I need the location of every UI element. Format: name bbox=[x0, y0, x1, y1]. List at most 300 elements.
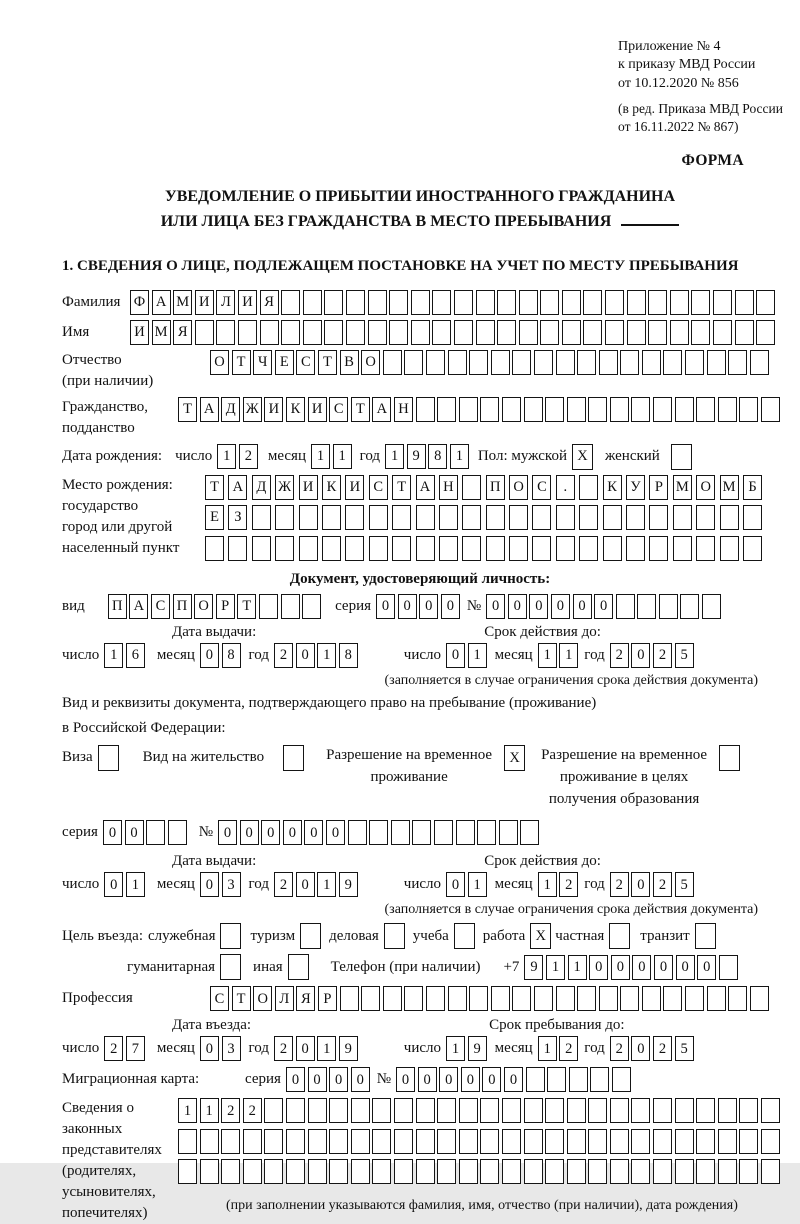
birthplace-cell[interactable] bbox=[275, 505, 294, 530]
birthplace-cell[interactable] bbox=[556, 505, 575, 530]
patronymic-cell[interactable] bbox=[383, 350, 402, 375]
birthplace-cell[interactable] bbox=[252, 536, 271, 561]
permit-number-cell[interactable] bbox=[391, 820, 410, 845]
citizenship-cell[interactable]: Ж bbox=[243, 397, 262, 422]
birthplace-cell[interactable] bbox=[626, 536, 645, 561]
doc-number-cell[interactable]: 0 bbox=[529, 594, 548, 619]
permit-number-cell[interactable] bbox=[348, 820, 367, 845]
name-cell[interactable] bbox=[432, 320, 451, 345]
guardians-cell[interactable] bbox=[286, 1098, 305, 1123]
birthplace-cell[interactable]: А bbox=[228, 475, 247, 500]
phone-cell[interactable]: 0 bbox=[611, 955, 630, 980]
permit-issue-month-cell[interactable]: 3 bbox=[222, 872, 241, 897]
migcard-number-cell[interactable]: 0 bbox=[504, 1067, 523, 1092]
profession-cell[interactable] bbox=[534, 986, 553, 1011]
birthplace-cell[interactable]: С bbox=[532, 475, 551, 500]
purpose-work-checkbox-cell[interactable]: X bbox=[530, 923, 551, 949]
guardians-cell[interactable] bbox=[761, 1129, 780, 1154]
doc-number-cell[interactable]: 0 bbox=[551, 594, 570, 619]
name-cell[interactable] bbox=[497, 320, 516, 345]
birthplace-cell[interactable] bbox=[228, 536, 247, 561]
birthplace-cell[interactable] bbox=[579, 505, 598, 530]
surname-cell[interactable] bbox=[519, 290, 538, 315]
permit-issue-year-cell[interactable]: 2 bbox=[274, 872, 293, 897]
stay-day-cell[interactable]: 1 bbox=[446, 1036, 465, 1061]
name-cell[interactable] bbox=[368, 320, 387, 345]
migcard-series-cell[interactable]: 0 bbox=[286, 1067, 305, 1092]
profession-cell[interactable]: Р bbox=[318, 986, 337, 1011]
profession-cell[interactable] bbox=[707, 986, 726, 1011]
birthplace-cell[interactable] bbox=[416, 536, 435, 561]
guardians-cell[interactable] bbox=[739, 1129, 758, 1154]
permit-valid-year-cell[interactable]: 2 bbox=[610, 872, 629, 897]
name-cell[interactable] bbox=[411, 320, 430, 345]
name-cell[interactable] bbox=[691, 320, 710, 345]
guardians-cell[interactable] bbox=[675, 1129, 694, 1154]
surname-cell[interactable] bbox=[670, 290, 689, 315]
temp-residence-edu-checkbox-cell[interactable] bbox=[719, 745, 740, 771]
patronymic-cell[interactable]: О bbox=[361, 350, 380, 375]
permit-number-cell[interactable] bbox=[369, 820, 388, 845]
birthplace-cell[interactable] bbox=[392, 536, 411, 561]
birth-month-cell[interactable]: 1 bbox=[333, 444, 352, 469]
name-cell[interactable] bbox=[648, 320, 667, 345]
entry-year-cell[interactable]: 2 bbox=[274, 1036, 293, 1061]
birthplace-cell[interactable] bbox=[673, 505, 692, 530]
phone-cell[interactable]: 0 bbox=[589, 955, 608, 980]
name-cell[interactable] bbox=[238, 320, 257, 345]
birthplace-cell[interactable] bbox=[299, 536, 318, 561]
birthplace-cell[interactable]: Б bbox=[743, 475, 762, 500]
name-cell[interactable] bbox=[216, 320, 235, 345]
permit-series-cell[interactable] bbox=[168, 820, 187, 845]
permit-series-cell[interactable]: 0 bbox=[103, 820, 122, 845]
birth-month-cell[interactable]: 1 bbox=[311, 444, 330, 469]
purpose-other-checkbox-cell[interactable] bbox=[288, 954, 309, 980]
surname-cell[interactable] bbox=[411, 290, 430, 315]
patronymic-cell[interactable] bbox=[491, 350, 510, 375]
birthplace-cell[interactable] bbox=[720, 505, 739, 530]
patronymic-cell[interactable]: В bbox=[340, 350, 359, 375]
birthplace-cell[interactable] bbox=[673, 536, 692, 561]
permit-issue-year-cell[interactable]: 1 bbox=[317, 872, 336, 897]
profession-cell[interactable] bbox=[620, 986, 639, 1011]
citizenship-cell[interactable]: А bbox=[200, 397, 219, 422]
migcard-number-cell[interactable]: 0 bbox=[396, 1067, 415, 1092]
patronymic-cell[interactable]: О bbox=[210, 350, 229, 375]
guardians-cell[interactable] bbox=[502, 1129, 521, 1154]
birthplace-cell[interactable] bbox=[462, 505, 481, 530]
permit-valid-year-cell[interactable]: 5 bbox=[675, 872, 694, 897]
profession-cell[interactable] bbox=[512, 986, 531, 1011]
patronymic-cell[interactable]: Е bbox=[275, 350, 294, 375]
profession-cell[interactable] bbox=[556, 986, 575, 1011]
guardians-cell[interactable] bbox=[480, 1098, 499, 1123]
phone-cell[interactable]: 0 bbox=[654, 955, 673, 980]
guardians-cell[interactable] bbox=[653, 1159, 672, 1184]
guardians-cell[interactable] bbox=[588, 1098, 607, 1123]
birthplace-cell[interactable]: Е bbox=[205, 505, 224, 530]
surname-cell[interactable] bbox=[648, 290, 667, 315]
profession-cell[interactable] bbox=[750, 986, 769, 1011]
doc-series-cell[interactable]: 0 bbox=[376, 594, 395, 619]
doc-issue-day-cell[interactable]: 6 bbox=[126, 643, 145, 668]
name-cell[interactable]: Я bbox=[173, 320, 192, 345]
doc-series-cell[interactable]: 0 bbox=[398, 594, 417, 619]
stay-year-cell[interactable]: 2 bbox=[653, 1036, 672, 1061]
doc-valid-day-cell[interactable]: 1 bbox=[468, 643, 487, 668]
birthplace-cell[interactable] bbox=[509, 536, 528, 561]
guardians-cell[interactable] bbox=[696, 1129, 715, 1154]
stay-year-cell[interactable]: 0 bbox=[631, 1036, 650, 1061]
permit-number-cell[interactable] bbox=[499, 820, 518, 845]
doc-kind-cell[interactable] bbox=[281, 594, 300, 619]
guardians-cell[interactable] bbox=[372, 1159, 391, 1184]
citizenship-cell[interactable]: Т bbox=[351, 397, 370, 422]
guardians-cell[interactable] bbox=[567, 1159, 586, 1184]
guardians-cell[interactable] bbox=[372, 1129, 391, 1154]
permit-number-cell[interactable] bbox=[477, 820, 496, 845]
purpose-official-checkbox-cell[interactable] bbox=[220, 923, 241, 949]
patronymic-cell[interactable] bbox=[534, 350, 553, 375]
guardians-cell[interactable] bbox=[221, 1129, 240, 1154]
name-cell[interactable]: М bbox=[152, 320, 171, 345]
purpose-business-checkbox-cell[interactable] bbox=[384, 923, 405, 949]
phone-cell[interactable]: 0 bbox=[632, 955, 651, 980]
birthplace-cell[interactable] bbox=[649, 536, 668, 561]
permit-number-cell[interactable]: 0 bbox=[326, 820, 345, 845]
permit-valid-day-cell[interactable]: 1 bbox=[468, 872, 487, 897]
birthplace-cell[interactable] bbox=[462, 536, 481, 561]
stay-day-cell[interactable]: 9 bbox=[468, 1036, 487, 1061]
guardians-cell[interactable] bbox=[459, 1159, 478, 1184]
citizenship-cell[interactable] bbox=[545, 397, 564, 422]
doc-valid-month-cell[interactable]: 1 bbox=[538, 643, 557, 668]
guardians-cell[interactable] bbox=[631, 1159, 650, 1184]
name-cell[interactable] bbox=[195, 320, 214, 345]
doc-kind-cell[interactable] bbox=[302, 594, 321, 619]
citizenship-cell[interactable] bbox=[739, 397, 758, 422]
guardians-cell[interactable] bbox=[416, 1159, 435, 1184]
doc-number-cell[interactable]: 0 bbox=[594, 594, 613, 619]
profession-cell[interactable] bbox=[426, 986, 445, 1011]
guardians-cell[interactable] bbox=[178, 1129, 197, 1154]
profession-cell[interactable] bbox=[642, 986, 661, 1011]
birth-day-cell[interactable]: 2 bbox=[239, 444, 258, 469]
surname-cell[interactable] bbox=[476, 290, 495, 315]
birthplace-cell[interactable]: О bbox=[696, 475, 715, 500]
profession-cell[interactable]: Я bbox=[296, 986, 315, 1011]
patronymic-cell[interactable] bbox=[642, 350, 661, 375]
patronymic-cell[interactable] bbox=[426, 350, 445, 375]
guardians-cell[interactable] bbox=[394, 1129, 413, 1154]
guardians-cell[interactable] bbox=[588, 1159, 607, 1184]
migcard-number-cell[interactable] bbox=[590, 1067, 609, 1092]
citizenship-cell[interactable] bbox=[588, 397, 607, 422]
temp-residence-checkbox-cell[interactable]: X bbox=[504, 745, 525, 771]
migcard-series-cell[interactable]: 0 bbox=[329, 1067, 348, 1092]
purpose-humanitarian-checkbox-cell[interactable] bbox=[220, 954, 241, 980]
guardians-cell[interactable] bbox=[459, 1098, 478, 1123]
guardians-cell[interactable] bbox=[696, 1098, 715, 1123]
entry-month-cell[interactable]: 3 bbox=[222, 1036, 241, 1061]
entry-year-cell[interactable]: 1 bbox=[317, 1036, 336, 1061]
birthplace-cell[interactable] bbox=[345, 505, 364, 530]
birthplace-cell[interactable] bbox=[486, 505, 505, 530]
surname-cell[interactable] bbox=[281, 290, 300, 315]
guardians-cell[interactable] bbox=[545, 1129, 564, 1154]
name-cell[interactable] bbox=[260, 320, 279, 345]
citizenship-cell[interactable] bbox=[459, 397, 478, 422]
surname-cell[interactable]: И bbox=[238, 290, 257, 315]
migcard-number-cell[interactable] bbox=[612, 1067, 631, 1092]
birthplace-cell[interactable] bbox=[322, 536, 341, 561]
name-cell[interactable] bbox=[454, 320, 473, 345]
surname-cell[interactable] bbox=[735, 290, 754, 315]
birthplace-cell[interactable] bbox=[252, 505, 271, 530]
citizenship-cell[interactable] bbox=[524, 397, 543, 422]
purpose-private-checkbox-cell[interactable] bbox=[609, 923, 630, 949]
profession-cell[interactable]: О bbox=[253, 986, 272, 1011]
birthplace-cell[interactable] bbox=[369, 505, 388, 530]
birth-day-cell[interactable]: 1 bbox=[217, 444, 236, 469]
guardians-cell[interactable] bbox=[437, 1129, 456, 1154]
profession-cell[interactable] bbox=[577, 986, 596, 1011]
birthplace-cell[interactable] bbox=[720, 536, 739, 561]
profession-cell[interactable] bbox=[491, 986, 510, 1011]
guardians-cell[interactable]: 1 bbox=[178, 1098, 197, 1123]
birthplace-cell[interactable]: А bbox=[416, 475, 435, 500]
patronymic-cell[interactable]: Т bbox=[318, 350, 337, 375]
phone-cell[interactable]: 0 bbox=[697, 955, 716, 980]
permit-valid-day-cell[interactable]: 0 bbox=[446, 872, 465, 897]
guardians-cell[interactable] bbox=[502, 1098, 521, 1123]
permit-issue-day-cell[interactable]: 0 bbox=[104, 872, 123, 897]
guardians-cell[interactable] bbox=[178, 1159, 197, 1184]
birthplace-cell[interactable] bbox=[509, 505, 528, 530]
guardians-cell[interactable] bbox=[329, 1098, 348, 1123]
guardians-cell[interactable] bbox=[524, 1129, 543, 1154]
guardians-cell[interactable] bbox=[437, 1098, 456, 1123]
surname-cell[interactable] bbox=[346, 290, 365, 315]
citizenship-cell[interactable] bbox=[653, 397, 672, 422]
patronymic-cell[interactable] bbox=[512, 350, 531, 375]
citizenship-cell[interactable] bbox=[675, 397, 694, 422]
permit-number-cell[interactable]: 0 bbox=[240, 820, 259, 845]
birthplace-cell[interactable]: Ж bbox=[275, 475, 294, 500]
citizenship-cell[interactable] bbox=[416, 397, 435, 422]
birthplace-cell[interactable] bbox=[626, 505, 645, 530]
surname-cell[interactable]: Я bbox=[260, 290, 279, 315]
migcard-number-cell[interactable] bbox=[547, 1067, 566, 1092]
guardians-cell[interactable] bbox=[308, 1159, 327, 1184]
birthplace-cell[interactable]: Н bbox=[439, 475, 458, 500]
name-cell[interactable] bbox=[389, 320, 408, 345]
guardians-cell[interactable] bbox=[394, 1098, 413, 1123]
doc-kind-cell[interactable] bbox=[259, 594, 278, 619]
guardians-cell[interactable] bbox=[739, 1159, 758, 1184]
birthplace-cell[interactable]: К bbox=[603, 475, 622, 500]
profession-cell[interactable] bbox=[469, 986, 488, 1011]
guardians-cell[interactable] bbox=[480, 1159, 499, 1184]
permit-number-cell[interactable]: 0 bbox=[218, 820, 237, 845]
guardians-cell[interactable] bbox=[718, 1129, 737, 1154]
entry-month-cell[interactable]: 0 bbox=[200, 1036, 219, 1061]
birthplace-cell[interactable] bbox=[603, 536, 622, 561]
name-cell[interactable]: И bbox=[130, 320, 149, 345]
doc-kind-cell[interactable]: П bbox=[108, 594, 127, 619]
guardians-cell[interactable] bbox=[653, 1098, 672, 1123]
guardians-cell[interactable] bbox=[675, 1159, 694, 1184]
guardians-cell[interactable] bbox=[567, 1098, 586, 1123]
guardians-cell[interactable] bbox=[351, 1129, 370, 1154]
guardians-cell[interactable] bbox=[718, 1098, 737, 1123]
guardians-cell[interactable] bbox=[610, 1159, 629, 1184]
name-cell[interactable] bbox=[303, 320, 322, 345]
guardians-cell[interactable] bbox=[610, 1129, 629, 1154]
guardians-cell[interactable] bbox=[329, 1159, 348, 1184]
permit-number-cell[interactable] bbox=[412, 820, 431, 845]
entry-day-cell[interactable]: 7 bbox=[126, 1036, 145, 1061]
citizenship-cell[interactable]: Д bbox=[221, 397, 240, 422]
patronymic-cell[interactable] bbox=[556, 350, 575, 375]
permit-number-cell[interactable]: 0 bbox=[283, 820, 302, 845]
guardians-cell[interactable] bbox=[718, 1159, 737, 1184]
birthplace-cell[interactable] bbox=[205, 536, 224, 561]
visa-checkbox-cell[interactable] bbox=[98, 745, 119, 771]
citizenship-cell[interactable]: И bbox=[264, 397, 283, 422]
name-cell[interactable] bbox=[519, 320, 538, 345]
doc-number-cell[interactable] bbox=[702, 594, 721, 619]
doc-issue-month-cell[interactable]: 0 bbox=[200, 643, 219, 668]
migcard-number-cell[interactable]: 0 bbox=[461, 1067, 480, 1092]
permit-issue-day-cell[interactable]: 1 bbox=[126, 872, 145, 897]
guardians-cell[interactable] bbox=[502, 1159, 521, 1184]
surname-cell[interactable] bbox=[583, 290, 602, 315]
guardians-cell[interactable] bbox=[264, 1098, 283, 1123]
birth-year-cell[interactable]: 1 bbox=[385, 444, 404, 469]
doc-kind-cell[interactable]: П bbox=[173, 594, 192, 619]
purpose-tourism-checkbox-cell[interactable] bbox=[300, 923, 321, 949]
doc-issue-month-cell[interactable]: 8 bbox=[222, 643, 241, 668]
guardians-cell[interactable] bbox=[524, 1159, 543, 1184]
birthplace-cell[interactable] bbox=[486, 536, 505, 561]
permit-series-cell[interactable]: 0 bbox=[125, 820, 144, 845]
permit-number-cell[interactable]: 0 bbox=[304, 820, 323, 845]
surname-cell[interactable] bbox=[627, 290, 646, 315]
birthplace-cell[interactable]: И bbox=[345, 475, 364, 500]
purpose-study-checkbox-cell[interactable] bbox=[454, 923, 475, 949]
profession-cell[interactable] bbox=[448, 986, 467, 1011]
surname-cell[interactable] bbox=[389, 290, 408, 315]
doc-valid-month-cell[interactable]: 1 bbox=[559, 643, 578, 668]
guardians-cell[interactable] bbox=[610, 1098, 629, 1123]
patronymic-cell[interactable] bbox=[663, 350, 682, 375]
birthplace-cell[interactable]: Д bbox=[252, 475, 271, 500]
name-cell[interactable] bbox=[605, 320, 624, 345]
name-cell[interactable] bbox=[627, 320, 646, 345]
birthplace-cell[interactable] bbox=[532, 505, 551, 530]
phone-cell[interactable]: 1 bbox=[568, 955, 587, 980]
guardians-cell[interactable] bbox=[631, 1098, 650, 1123]
doc-issue-year-cell[interactable]: 2 bbox=[274, 643, 293, 668]
permit-series-cell[interactable] bbox=[146, 820, 165, 845]
profession-cell[interactable]: Л bbox=[275, 986, 294, 1011]
birthplace-cell[interactable] bbox=[439, 536, 458, 561]
sex-male-checkbox-cell[interactable]: X bbox=[572, 444, 593, 470]
citizenship-cell[interactable]: И bbox=[308, 397, 327, 422]
citizenship-cell[interactable] bbox=[480, 397, 499, 422]
birthplace-cell[interactable]: М bbox=[673, 475, 692, 500]
patronymic-cell[interactable] bbox=[707, 350, 726, 375]
birth-year-cell[interactable]: 1 bbox=[450, 444, 469, 469]
guardians-cell[interactable] bbox=[351, 1098, 370, 1123]
name-cell[interactable] bbox=[756, 320, 775, 345]
patronymic-cell[interactable]: Ч bbox=[253, 350, 272, 375]
permit-number-cell[interactable] bbox=[434, 820, 453, 845]
birthplace-cell[interactable]: С bbox=[369, 475, 388, 500]
birthplace-cell[interactable] bbox=[462, 475, 481, 500]
birthplace-cell[interactable] bbox=[743, 505, 762, 530]
name-cell[interactable] bbox=[281, 320, 300, 345]
migcard-number-cell[interactable]: 0 bbox=[439, 1067, 458, 1092]
profession-cell[interactable] bbox=[404, 986, 423, 1011]
citizenship-cell[interactable]: Н bbox=[394, 397, 413, 422]
permit-issue-month-cell[interactable]: 0 bbox=[200, 872, 219, 897]
guardians-cell[interactable] bbox=[675, 1098, 694, 1123]
citizenship-cell[interactable]: К bbox=[286, 397, 305, 422]
birthplace-cell[interactable] bbox=[299, 505, 318, 530]
sex-female-checkbox-cell[interactable] bbox=[671, 444, 692, 470]
residence-permit-checkbox-cell[interactable] bbox=[283, 745, 304, 771]
doc-number-cell[interactable] bbox=[680, 594, 699, 619]
guardians-cell[interactable] bbox=[524, 1098, 543, 1123]
guardians-cell[interactable] bbox=[416, 1098, 435, 1123]
birthplace-cell[interactable] bbox=[579, 536, 598, 561]
birthplace-cell[interactable] bbox=[556, 536, 575, 561]
birthplace-cell[interactable]: Т bbox=[205, 475, 224, 500]
profession-cell[interactable] bbox=[383, 986, 402, 1011]
profession-cell[interactable]: С bbox=[210, 986, 229, 1011]
guardians-cell[interactable] bbox=[588, 1129, 607, 1154]
guardians-cell[interactable] bbox=[761, 1098, 780, 1123]
permit-valid-year-cell[interactable]: 2 bbox=[653, 872, 672, 897]
citizenship-cell[interactable] bbox=[696, 397, 715, 422]
citizenship-cell[interactable] bbox=[631, 397, 650, 422]
birthplace-cell[interactable]: З bbox=[228, 505, 247, 530]
migcard-number-cell[interactable] bbox=[569, 1067, 588, 1092]
guardians-cell[interactable] bbox=[200, 1129, 219, 1154]
name-cell[interactable] bbox=[540, 320, 559, 345]
citizenship-cell[interactable] bbox=[437, 397, 456, 422]
name-cell[interactable] bbox=[324, 320, 343, 345]
guardians-cell[interactable] bbox=[545, 1159, 564, 1184]
guardians-cell[interactable] bbox=[264, 1129, 283, 1154]
patronymic-cell[interactable] bbox=[577, 350, 596, 375]
surname-cell[interactable] bbox=[368, 290, 387, 315]
surname-cell[interactable] bbox=[605, 290, 624, 315]
birthplace-cell[interactable] bbox=[322, 505, 341, 530]
guardians-cell[interactable] bbox=[739, 1098, 758, 1123]
doc-kind-cell[interactable]: Р bbox=[216, 594, 235, 619]
guardians-cell[interactable] bbox=[221, 1159, 240, 1184]
guardians-cell[interactable] bbox=[286, 1159, 305, 1184]
profession-cell[interactable]: Т bbox=[232, 986, 251, 1011]
citizenship-cell[interactable] bbox=[718, 397, 737, 422]
permit-issue-year-cell[interactable]: 0 bbox=[296, 872, 315, 897]
doc-issue-year-cell[interactable]: 0 bbox=[296, 643, 315, 668]
surname-cell[interactable]: И bbox=[195, 290, 214, 315]
